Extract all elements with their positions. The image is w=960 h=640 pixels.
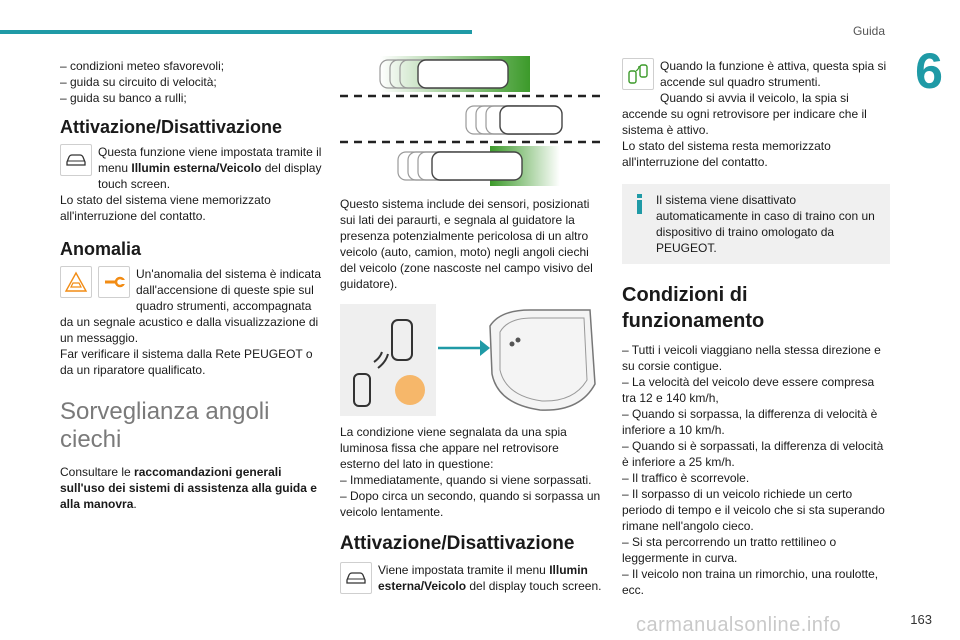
heading-activation-2: Attivazione/Disattivazione — [340, 533, 575, 554]
list-item: – Il veicolo non traina un rimorchio, una roulotte, ecc. — [622, 567, 879, 597]
paragraph: Lo stato del sistema viene memorizzato all'interruzione del contatto. — [60, 193, 271, 223]
heading-blindspot: Sorveglianza angoli ciechi — [60, 398, 270, 453]
section-title: Guida — [852, 24, 885, 38]
activation-block — [60, 144, 325, 224]
list-item: – guida su circuito di velocità; — [60, 75, 217, 89]
list-item: – La velocità del veicolo deve essere compresa tra 12 e 140 km/h, — [622, 375, 875, 405]
column-3 — [622, 58, 890, 598]
list-item: – Quando si sorpassa, la differenza di velocità è inferiore a 10 km/h. — [622, 407, 878, 437]
text: Consultare le — [60, 465, 135, 479]
info-text: Il sistema viene disattivato automaticamente in caso di traino con un dispositivo di traino omologato da PEUGEOT. — [656, 193, 875, 255]
paragraph: Far verificare il sistema dalla Rete PEUGEOT o da un riparatore qualificato. — [60, 347, 313, 377]
text: . — [133, 497, 137, 511]
list-item: – Immediatamente, quando si viene sorpassati. — [340, 473, 592, 487]
mirror-illustration — [340, 304, 602, 416]
paragraph: La condizione viene segnalata da una spia luminosa fissa che appare nel retrovisore esterno del lato in questione: — [340, 425, 567, 471]
list-item: – condizioni meteo sfavorevoli; — [60, 59, 225, 73]
text: Questa funzione viene impostata tramite il menu — [98, 145, 322, 175]
car-menu-icon — [60, 144, 92, 176]
blindspot-active-icon — [622, 58, 654, 90]
info-box — [622, 184, 890, 264]
blindspot-warning-icon — [60, 266, 92, 298]
chapter-number: 6 — [898, 36, 960, 106]
heading-anomaly: Anomalia — [60, 239, 142, 259]
text: Viene impostata tramite il menu — [378, 563, 550, 577]
conditions-list — [622, 342, 890, 598]
text: del display touch screen. — [98, 161, 322, 191]
list-item: – Si sta percorrendo un tratto rettilineo o leggermente in curva. — [622, 535, 837, 565]
wrench-warning-icon — [98, 266, 130, 298]
heading-activation: Attivazione/Disattivazione — [60, 117, 283, 137]
text: del display touch screen. — [466, 579, 602, 593]
paragraph: Lo stato del sistema resta memorizzato all'interruzione del contatto. — [622, 139, 831, 169]
car-menu-icon — [340, 562, 372, 594]
text: Un'anomalia del sistema è indicata dall'accensione di queste spie sul quadro strumenti, accompagnata da un segnale acustico e dalla visualizzazione di un messaggio. — [60, 267, 322, 345]
menu-name: Illumin esterna/Veicolo — [378, 563, 588, 593]
lanes-illustration — [340, 54, 602, 188]
paragraph: Quando la funzione è attiva, questa spia si accende sul quadro strumenti. — [660, 59, 887, 89]
list-item: – Dopo circa un secondo, quando si sorpassa un veicolo lentamente. — [340, 489, 601, 519]
anomaly-block — [60, 266, 325, 378]
active-block — [622, 58, 890, 90]
list-item: – Quando si è sorpassati, la differenza di velocità è inferiore a 25 km/h. — [622, 439, 884, 469]
paragraph: Questo sistema include dei sensori, posizionati sui lati dei paraurti, e segnala al guidatore la presenza potenzialmente pericolosa di un altro veicolo (auto, camion, moto) negli angoli ciechi del veicolo (zone nascoste nel campo visivo del guidatore). — [340, 197, 593, 291]
info-icon — [632, 194, 648, 214]
reference-link: raccomandazioni generali sull'uso dei sistemi di assistenza alla guida e alla manovra — [60, 465, 317, 511]
page-number: 163 — [910, 612, 932, 627]
list-item: – Il traffico è scorrevole. — [622, 471, 750, 485]
column-1 — [60, 58, 325, 512]
menu-name: Illumin esterna/Veicolo — [131, 161, 262, 175]
list-item: – guida su banco a rulli; — [60, 91, 187, 105]
heading-conditions: Condizioni di funzionamento — [622, 284, 765, 332]
list-item: – Tutti i veicoli viaggiano nella stessa direzione e su corsie contigue. — [622, 343, 881, 373]
header-bar — [0, 30, 472, 34]
paragraph: Quando si avvia il veicolo, la spia si accende su ogni retrovisore per indicare che il sistema è attivo. — [622, 91, 867, 137]
list-item: – Il sorpasso di un veicolo richiede un certo periodo di tempo e il veicolo che si sta superando rimane nell'angolo cieco. — [622, 487, 885, 533]
activation-block-2 — [340, 562, 602, 594]
column-2 — [340, 58, 602, 596]
watermark: carmanualsonline.info — [636, 614, 842, 636]
